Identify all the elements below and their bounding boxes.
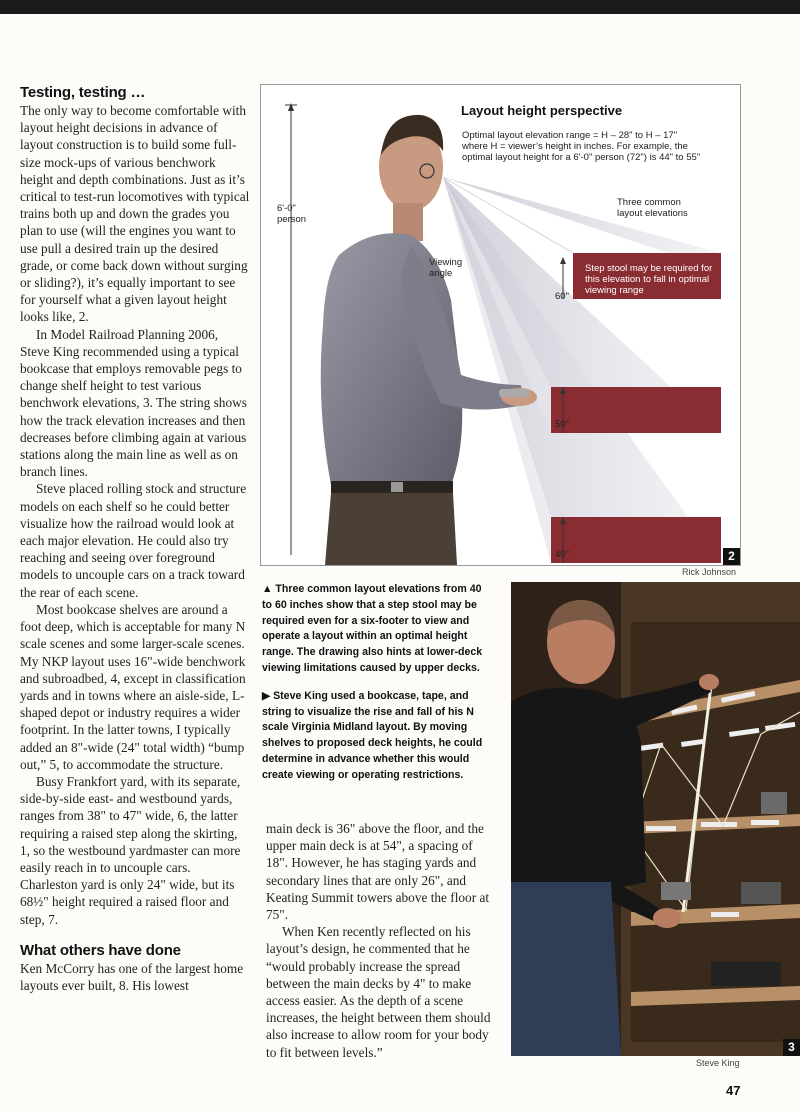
man-jeans — [511, 882, 621, 1056]
caption-figure-2: ▲ Three common layout elevations from 40 to 60 inches show that a step stool may be required even for a six-footer to view and operate a layout within an optimal height range. The drawing also hints at lower-deck viewing limitations caused by upper decks. — [262, 583, 483, 674]
middle-column — [266, 820, 498, 1061]
figure-layout-height-perspective — [260, 84, 741, 566]
figure-description: Optimal layout elevation range = H – 28" to H – 17" where H = viewer’s height in inches. For example, the optimal layout height for a 6'-0" person (72") is 44" to 55" — [462, 130, 701, 163]
paragraph: Busy Frankfort yard, with its separate, side-by-side east- and westbound yards, ranges from 38" to 47" wide, 6, the latter requiring a raised step along the skirting, 1, so the westbound yardmaster can more easily reach in to uncouple cars. Charleston yard is only 24" wide, but its 68½" height required a raised floor and step, 7. — [20, 773, 241, 927]
elevation-label-40: 40" — [555, 549, 569, 560]
step-stool-note: Step stool may be required for this elevation to fall in optimal viewing range — [579, 260, 717, 298]
left-column — [20, 84, 250, 994]
captions-block — [262, 582, 494, 796]
paragraph: When Ken recently reflected on his layout’s design, he commented that he “would probably increase the spread between the main decks by 4" to make access easier. As the depth of a scene increases, the height between them should also increase to allow room for your body to fit between levels.” — [266, 924, 491, 1060]
elevation-label-60: 60" — [555, 291, 569, 302]
figure-title: Layout height perspective — [461, 103, 623, 118]
paragraph: Ken McCorry has one of the largest home layouts ever built, 8. His lowest — [20, 960, 244, 993]
elevation-label-50: 50" — [555, 419, 569, 430]
paragraph: main deck is 36" above the floor, and the upper main deck is at 54", a spacing of 18". However, he has staging yards and secondary lines that are only 26", and Keating Summit towers above the floor at 75". — [266, 821, 490, 923]
top-edge-bar — [0, 0, 800, 14]
viewing-angle-label: Viewing angle — [429, 257, 463, 279]
section-heading-others: What others have done — [20, 941, 181, 959]
photo-bookcase-mockup — [511, 582, 800, 1056]
caption-figure-3: ▶ Steve King used a bookcase, tape, and string to visualize the rise and fall of his N scale Virginia Midland layout. By moving shelves to proposed deck heights, he could determine in advance whether this would create viewing or operating restrictions. — [262, 689, 483, 781]
common-elevations-label: Three common layout elevations — [617, 197, 688, 219]
paragraph: Most bookcase shelves are around a foot deep, which is acceptable for many N scale scenes and some larger-scale scenes. My NKP layout uses 16"-wide benchwork and subroadbed, 4, except in classification yards and in towns where an aisle-side, L-shaped depot or industry requires a wider footprint. In the latter towns, I typically added an 8"-wide (24" total width) “bump out,” 5, to accommodate the structure. — [20, 601, 246, 772]
elevation-box-50 — [551, 387, 721, 433]
photo-credit: Steve King — [696, 1058, 740, 1068]
page-number: 47 — [726, 1083, 741, 1098]
paragraph: Steve placed rolling stock and structure models on each shelf so he could better visualize how the railroad would look at each major elevation. He could also try reaching and seeing over foreground models to uncouple cars on a track toward the rear of each scene. — [20, 481, 247, 600]
paragraph: The only way to become comfortable with layout height decisions in advance of layout construction is to build some full-size mock-ups of various benchwork height and depth combinations. Just as it’s critical to test-run locomotives with typical trains both up and down the grades you plan to use (will the engines you want to use pull a desired train up the desired grade, or come back down without surging or sliding?), it’s equally important to see for yourself what a given layout height looks like, 2. — [20, 103, 250, 325]
elevation-box-40 — [551, 517, 721, 563]
figure-number-badge: 3 — [783, 1039, 800, 1056]
person-height-label: 6'-0" person — [277, 203, 307, 225]
photo-credit: Rick Johnson — [682, 567, 737, 577]
paragraph: In Model Railroad Planning 2006, Steve King recommended using a typical bookcase that employs removable pegs to change shelf height to test various benchwork elevations, 3. The string shows how the track elevation increases and then decreases before climbing again at various stations along the main line as well as on branch lines. — [20, 326, 247, 480]
photo-illustration — [511, 582, 800, 1056]
section-heading-testing: Testing, testing … — [20, 84, 146, 101]
figure-number-badge: 2 — [723, 548, 740, 565]
